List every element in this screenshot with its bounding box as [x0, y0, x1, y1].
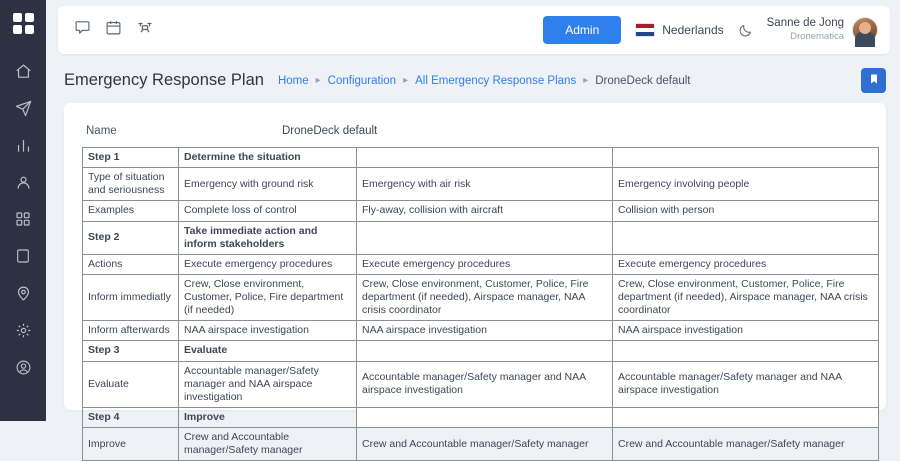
cell-air-risk: Crew and Accountable manager/Safety manager [357, 428, 613, 461]
breadcrumb [278, 75, 691, 87]
cell-step-title: Take immediate action and inform stakeholders [179, 221, 357, 254]
breadcrumb-item-configuration[interactable]: Configuration [327, 74, 397, 87]
cell-row-label: Actions [83, 254, 179, 274]
cell-people-risk: Accountable manager/Safety manager and NAA airspace investigation [613, 361, 879, 407]
home-icon [15, 63, 32, 80]
user-circle-icon [15, 359, 32, 376]
name-field-row [82, 125, 868, 147]
cell-people-risk: NAA airspace investigation [613, 321, 879, 341]
cell-people-risk: Crew, Close environment, Customer, Police, Fire department (if needed), Airspace manager, NAA crisis coordinator [613, 274, 879, 320]
admin-button[interactable]: Admin [543, 16, 621, 44]
user-org: Dronematica [790, 31, 844, 43]
grid-icon [15, 211, 31, 227]
cell-ground-risk: Crew and Accountable manager/Safety manager [179, 428, 357, 461]
cell-empty [613, 407, 879, 427]
moon-icon[interactable] [738, 23, 753, 38]
drone-icon[interactable] [136, 19, 154, 42]
table-row [83, 254, 879, 274]
user-icon [15, 174, 32, 191]
topbar-icon-group [74, 19, 154, 42]
table-row [83, 221, 879, 254]
cell-step-label: Step 1 [83, 148, 179, 168]
sidebar-item-flights[interactable] [4, 93, 42, 123]
cell-row-label: Examples [83, 201, 179, 221]
main-content [46, 0, 900, 457]
table-row [83, 201, 879, 221]
table-row [83, 148, 879, 168]
language-label: Nederlands [662, 23, 724, 37]
cell-people-risk: Emergency involving people [613, 168, 879, 201]
cell-ground-risk: Complete loss of control [179, 201, 357, 221]
cell-step-label: Step 4 [83, 407, 179, 427]
cell-step-label: Step 3 [83, 341, 179, 361]
breadcrumb-separator: ▸ [403, 75, 409, 86]
topbar [58, 6, 890, 54]
breadcrumb-separator: ▸ [583, 75, 589, 86]
sidebar-item-statistics[interactable] [4, 130, 42, 160]
map-pin-icon [15, 285, 32, 302]
name-label: Name [86, 125, 117, 137]
cell-air-risk: Accountable manager/Safety manager and NAA airspace investigation [357, 361, 613, 407]
paper-plane-icon [15, 100, 32, 117]
table-row [83, 321, 879, 341]
emergency-response-table [82, 147, 879, 461]
nl-flag-icon [635, 23, 655, 37]
sidebar-item-locations[interactable] [4, 278, 42, 308]
cell-air-risk: Fly-away, collision with aircraft [357, 201, 613, 221]
cell-step-title: Evaluate [179, 341, 357, 361]
sidebar-item-equipment[interactable] [4, 241, 42, 271]
cell-ground-risk: NAA airspace investigation [179, 321, 357, 341]
table-row [83, 407, 879, 427]
breadcrumb-item-home[interactable]: Home [277, 74, 309, 87]
grid-logo-icon [13, 13, 34, 34]
user-menu[interactable] [767, 17, 878, 43]
cell-step-title: Determine the situation [179, 148, 357, 168]
sidebar-item-home[interactable] [4, 56, 42, 86]
breadcrumb-item-all-plans[interactable]: All Emergency Response Plans [415, 74, 577, 87]
cell-row-label: Inform immediatly [83, 274, 179, 320]
cell-empty [613, 148, 879, 168]
cell-people-risk: Execute emergency procedures [613, 254, 879, 274]
language-selector[interactable] [635, 23, 723, 37]
user-info [767, 17, 844, 42]
messages-icon[interactable] [74, 19, 91, 41]
table-row [83, 341, 879, 361]
erp-card [64, 103, 886, 457]
sidebar [0, 0, 46, 421]
cell-row-label: Evaluate [83, 361, 179, 407]
app-logo[interactable] [10, 10, 36, 36]
cell-step-title: Improve [179, 407, 357, 427]
sidebar-item-personnel[interactable] [4, 167, 42, 197]
breadcrumb-item-current: DroneDeck default [595, 74, 691, 87]
cell-row-label: Improve [83, 428, 179, 461]
cell-empty [357, 221, 613, 254]
cell-ground-risk: Accountable manager/Safety manager and NAA airspace investigation [179, 361, 357, 407]
sidebar-item-dashboard[interactable] [4, 204, 42, 234]
table-row [83, 274, 879, 320]
bookmark-icon [868, 72, 880, 90]
gear-icon [15, 322, 32, 339]
bar-chart-icon [15, 137, 32, 154]
name-value: DroneDeck default [282, 125, 378, 137]
cell-step-label: Step 2 [83, 221, 179, 254]
cell-ground-risk: Execute emergency procedures [179, 254, 357, 274]
table-row [83, 428, 879, 461]
cell-air-risk: Execute emergency procedures [357, 254, 613, 274]
page-header [46, 54, 900, 103]
user-name: Sanne de Jong [766, 17, 844, 30]
cell-row-label: Type of situation and seriousness [83, 168, 179, 201]
cell-ground-risk: Crew, Close environment, Customer, Police, Fire department (if needed) [179, 274, 357, 320]
cell-empty [357, 341, 613, 361]
cell-people-risk: Collision with person [613, 201, 879, 221]
cell-empty [357, 148, 613, 168]
cell-air-risk: Emergency with air risk [357, 168, 613, 201]
cell-empty [613, 221, 879, 254]
cell-air-risk: NAA airspace investigation [357, 321, 613, 341]
tablet-icon [15, 248, 31, 264]
cell-people-risk: Crew and Accountable manager/Safety manager [613, 428, 879, 461]
cell-empty [613, 341, 879, 361]
table-row [83, 361, 879, 407]
breadcrumb-separator: ▸ [315, 75, 321, 86]
cell-empty [357, 407, 613, 427]
sidebar-item-account[interactable] [4, 352, 42, 382]
sidebar-item-settings[interactable] [4, 315, 42, 345]
avatar [852, 17, 878, 43]
topbar-actions [543, 16, 878, 44]
table-row [83, 168, 879, 201]
bookmark-button[interactable] [861, 68, 886, 93]
cell-row-label: Inform afterwards [83, 321, 179, 341]
cell-air-risk: Crew, Close environment, Customer, Police, Fire department (if needed), Airspace manager, NAA crisis coordinator [357, 274, 613, 320]
page-title: Emergency Response Plan [64, 71, 264, 89]
cell-ground-risk: Emergency with ground risk [179, 168, 357, 201]
calendar-icon[interactable] [105, 19, 122, 41]
